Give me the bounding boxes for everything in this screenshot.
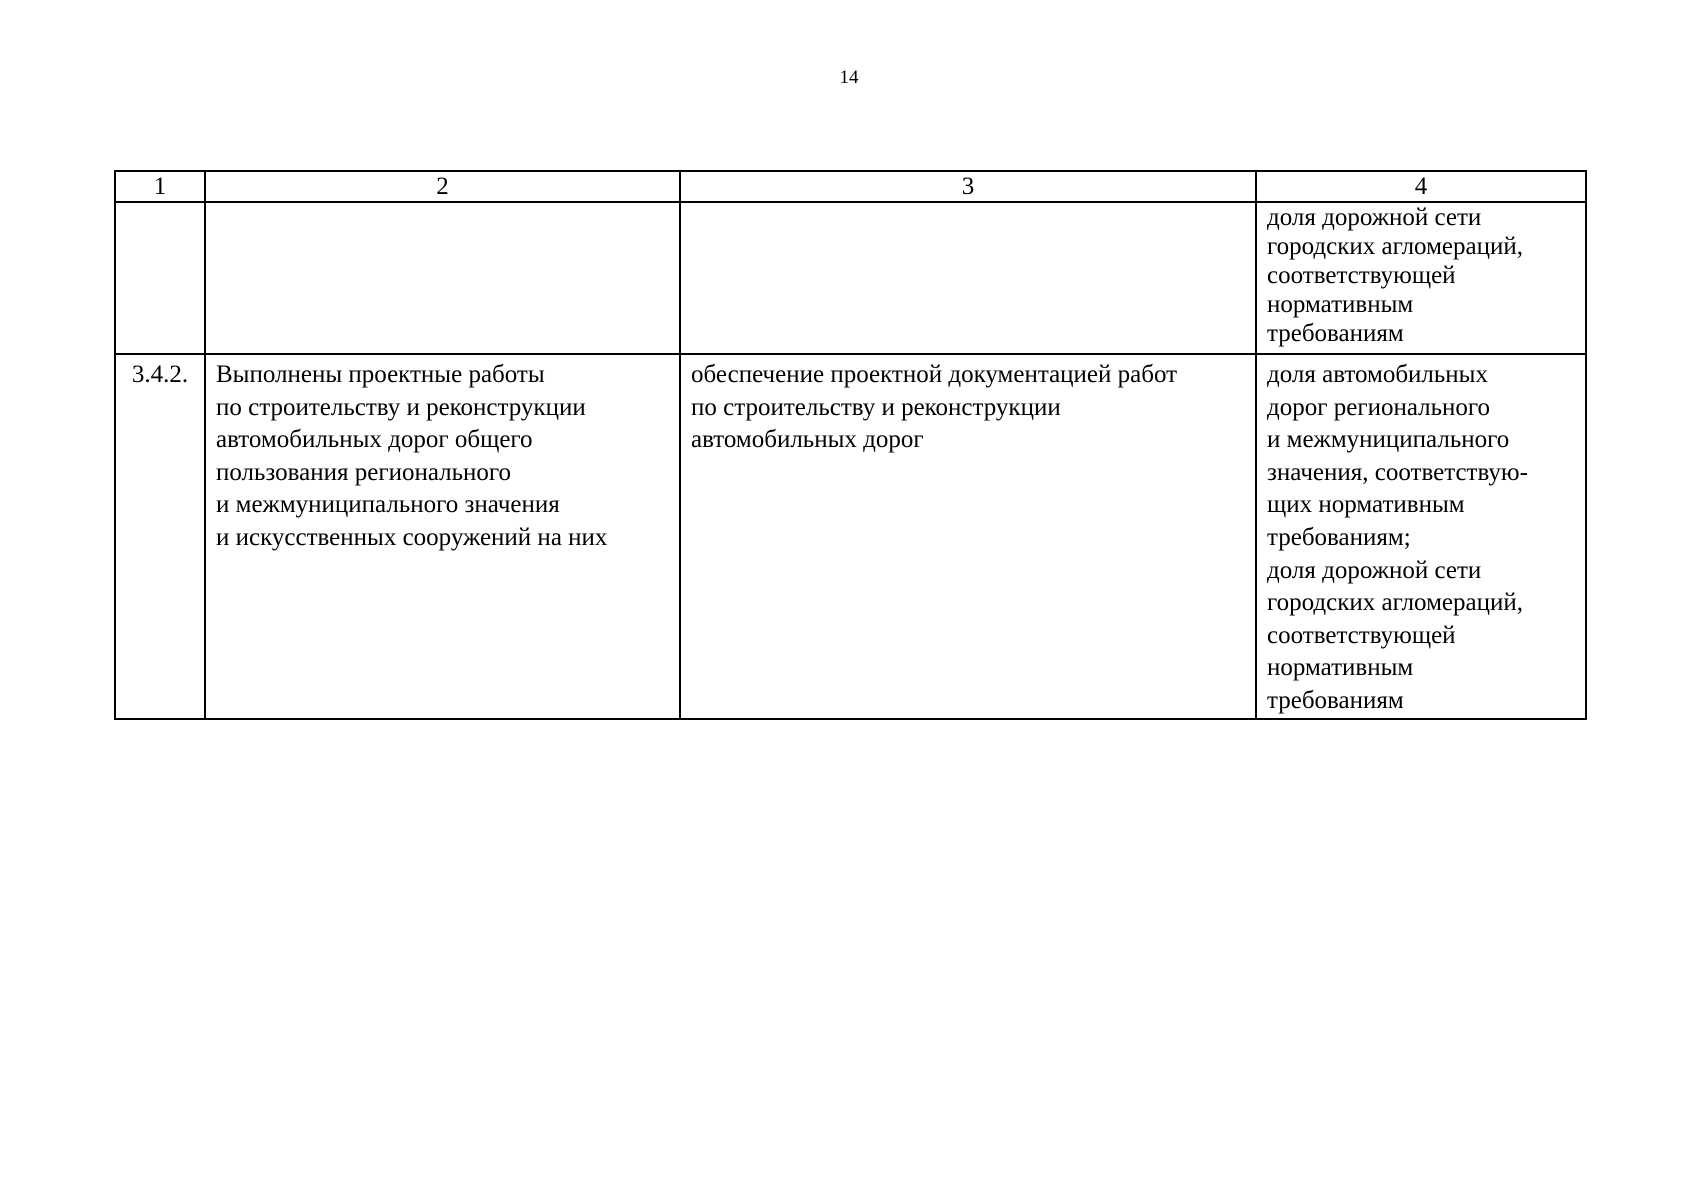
- header-cell-3: 3: [680, 171, 1256, 202]
- header-cell-4: 4: [1256, 171, 1586, 202]
- activity-cell: [205, 354, 680, 719]
- indicator-line: требованиям;: [1267, 523, 1411, 551]
- result-cell: [680, 354, 1256, 719]
- indicator-line: соответствующей: [1267, 262, 1456, 289]
- activity-line: автомобильных дорог общего: [216, 426, 533, 454]
- row-number-cell: 3.4.2.: [115, 354, 205, 719]
- table-row: [115, 202, 1586, 354]
- indicator-line: соответствующей: [1267, 621, 1456, 649]
- indicator-line: и межмуниципального: [1267, 426, 1510, 454]
- indicator-line: дорог регионального: [1267, 393, 1491, 421]
- indicator-line: городских агломераций,: [1267, 589, 1523, 617]
- activity-line: Выполнены проектные работы: [216, 361, 545, 388]
- header-cell-2: 2: [205, 171, 680, 202]
- result-line: по строительству и реконструкции: [691, 393, 1061, 421]
- page-number: 14: [839, 67, 859, 88]
- result-line: обеспечение проектной документацией работ: [691, 361, 1178, 388]
- activity-line: по строительству и реконструкции: [216, 393, 586, 421]
- indicator-line: щих нормативным: [1267, 491, 1465, 519]
- indicator-line: требованиям: [1267, 320, 1404, 347]
- header-cell-1: 1: [115, 171, 205, 202]
- activity-line: пользования регионального: [216, 458, 512, 486]
- activity-line: и межмуниципального значения: [216, 491, 560, 519]
- indicator-line: нормативным: [1267, 291, 1414, 318]
- row-number-cell: [115, 202, 205, 354]
- activity-cell: [205, 202, 680, 354]
- result-cell: [680, 202, 1256, 354]
- indicator-line: доля автомобильных: [1267, 361, 1488, 388]
- table-row: [115, 354, 1586, 719]
- document-table: [114, 170, 1587, 720]
- indicator-line: доля дорожной сети: [1267, 556, 1482, 584]
- indicator-line: значения, соответствую-: [1267, 458, 1528, 486]
- indicator-line: доля дорожной сети: [1267, 204, 1482, 231]
- indicator-cell: [1256, 354, 1586, 719]
- indicator-line: нормативным: [1267, 654, 1414, 682]
- indicator-line: городских агломераций,: [1267, 233, 1523, 260]
- table-header-row: [115, 171, 1586, 202]
- indicator-line: требованиям: [1267, 686, 1404, 714]
- result-line: автомобильных дорог: [691, 426, 924, 454]
- activity-line: и искусственных сооружений на них: [216, 523, 608, 551]
- indicator-cell: [1256, 202, 1586, 354]
